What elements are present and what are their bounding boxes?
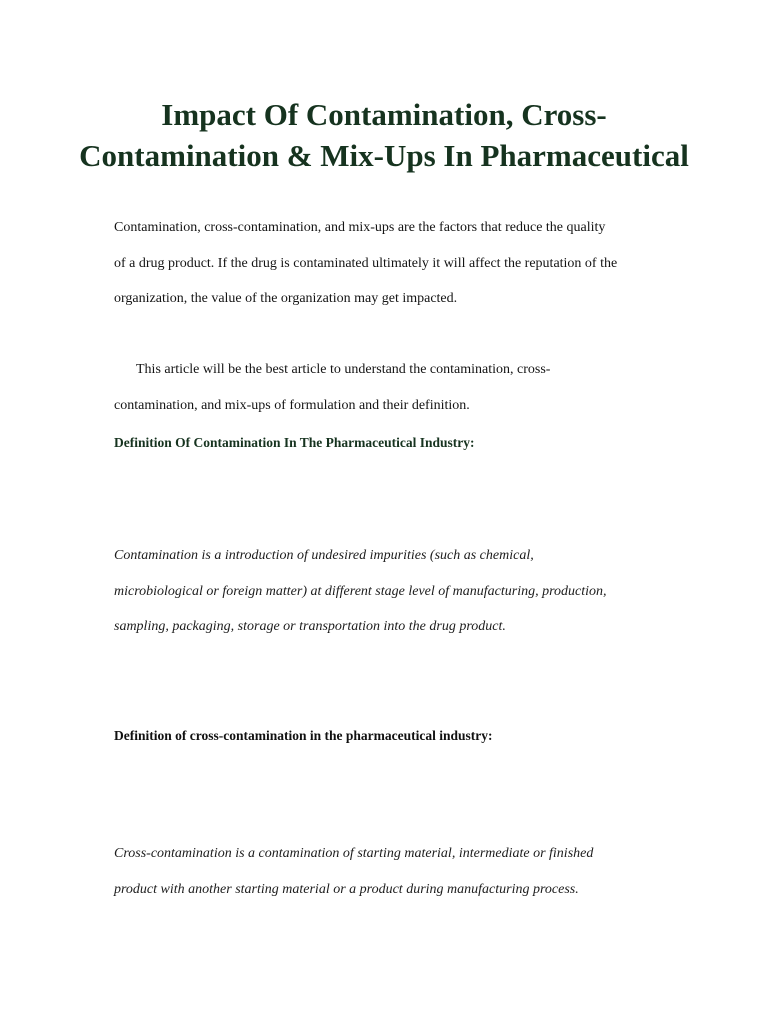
page-title xyxy=(0,94,768,176)
contamination-definition xyxy=(114,538,674,645)
intro-paragraph xyxy=(114,210,674,317)
page-title-line-1: Impact Of Contamination, Cross- xyxy=(161,97,607,132)
article-note-line-1: This article will be the best article to understand the contamination, cross- xyxy=(136,362,551,377)
contamination-definition-line-1: Contamination is a introduction of undesired impurities (such as chemical, xyxy=(114,548,534,563)
cross-contamination-definition-line-2: product with another starting material or a product during manufacturing process. xyxy=(114,881,579,897)
contamination-definition-line-3: sampling, packaging, storage or transportation into the drug product. xyxy=(114,619,506,634)
section-heading-cross-contamination: Definition of cross-contamination in the pharmaceutical industry: xyxy=(114,728,493,743)
article-note-paragraph xyxy=(114,352,674,423)
intro-line-1: Contamination, cross-contamination, and mix-ups are the factors that reduce the quality xyxy=(114,220,606,235)
contamination-definition-line-2: microbiological or foreign matter) at different stage level of manufacturing, production, xyxy=(114,583,607,599)
article-note-line-2: contamination, and mix-ups of formulation and their definition. xyxy=(114,397,470,413)
cross-contamination-definition xyxy=(114,836,674,907)
intro-line-2: of a drug product. If the drug is contaminated ultimately it will affect the reputation of the xyxy=(114,255,618,271)
section-heading-contamination: Definition Of Contamination In The Pharmaceutical Industry: xyxy=(114,435,475,450)
intro-line-3: organization, the value of the organization may get impacted. xyxy=(114,291,458,306)
cross-contamination-definition-line-1: Cross-contamination is a contamination of starting material, intermediate or finished xyxy=(114,846,594,861)
page-title-line-2: Contamination & Mix-Ups In Pharmaceutical xyxy=(79,138,689,173)
